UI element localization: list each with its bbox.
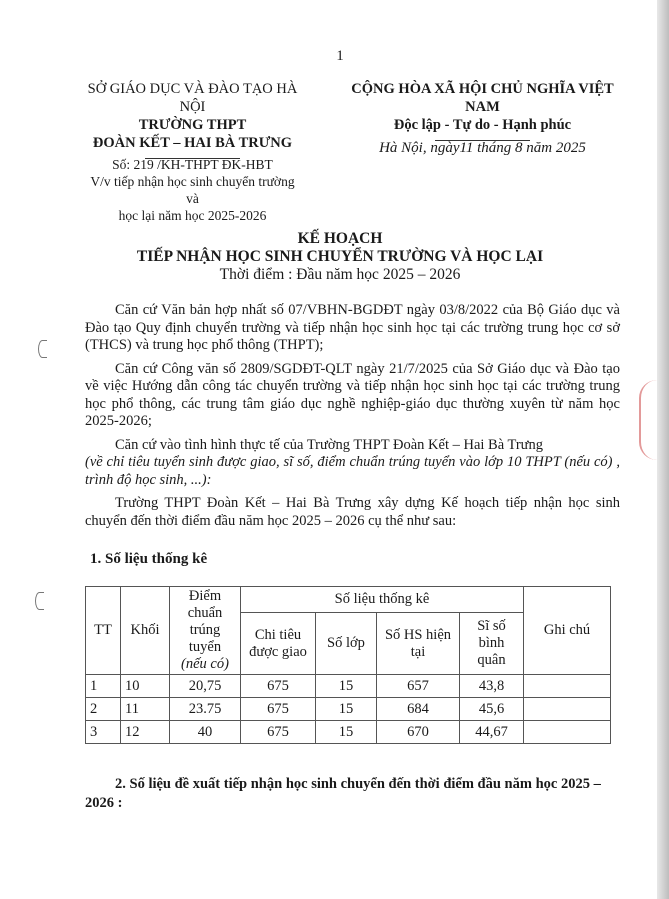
cell-ghi-chu [524,675,611,698]
subject-line: V/v tiếp nhận học sinh chuyển trường và [90,174,295,206]
issuer-header [85,80,300,159]
punch-hole-mark [35,592,44,610]
table-row [86,675,611,698]
cell-so-hs: 670 [377,721,460,744]
header-tt: TT [86,587,121,675]
paragraph: Căn cứ Công văn số 2809/SGDĐT-QLT ngày 21/7/2025 của Sở Giáo dục và Đào tạo về việc Hướng dẫn công tác chuyển trường và tiếp nhận học sinh học tại các trường trung học phổ thông, các trung tâm giáo dục nghề nghiệp-giáo dục thường xuyên từ năm học 2025-2026; [85,360,620,429]
title-subline: Thời điểm : Đầu năm học 2025 – 2026 [219,266,461,283]
title-line: TIẾP NHẬN HỌC SINH CHUYỂN TRƯỜNG VÀ HỌC LẠI [136,248,544,265]
header-khoi: Khối [121,587,170,675]
document-title [60,230,620,284]
cell-si-so: 44,67 [460,721,524,744]
cell-khoi: 12 [121,721,170,744]
punch-hole-mark [38,340,47,358]
cell-diem: 40 [170,721,241,744]
cell-tt: 2 [86,698,121,721]
document-date: Hà Nội, ngày11 tháng 8 năm 2025 [379,140,586,156]
section-2-heading: 2. Số liệu đề xuất tiếp nhận học sinh chuyển đến thời điểm đầu năm học 2025 – 2026 : [85,776,601,811]
cell-diem: 20,75 [170,675,241,698]
cell-khoi: 10 [121,675,170,698]
red-stamp-fragment [639,380,657,460]
cell-chi-tieu: 675 [241,721,316,744]
issuer-school-line2: ĐOÀN KẾT – HAI BÀ TRƯNG [92,135,293,151]
cell-si-so: 43,8 [460,675,524,698]
paragraph: Căn cứ vào tình hình thực tế của Trường THPT Đoàn Kết – Hai Bà Trưng [115,436,544,453]
page-edge-shadow [657,0,669,899]
header-so-lop: Số lớp [316,613,377,675]
cell-ghi-chu [524,721,611,744]
document-meta [85,156,300,224]
country-name: CỘNG HÒA XÃ HỘI CHỦ NGHĨA VIỆT NAM [351,81,614,115]
cell-so-hs: 657 [377,675,460,698]
header-group: Số liệu thống kê [241,587,524,613]
cell-diem: 23.75 [170,698,241,721]
issuer-school-line1: TRƯỜNG THPT [138,117,247,133]
subject-line: học lại năm học 2025-2026 [118,208,267,223]
header-diem [170,587,241,675]
national-header [335,80,630,141]
header-so-hs: Số HS hiện tại [377,613,460,675]
national-motto: Độc lập - Tự do - Hạnh phúc [393,117,572,133]
cell-so-lop: 15 [316,721,377,744]
header-chi-tieu: Chi tiêu được giao [241,613,316,675]
header-diem-text: Điểm chuẩn trúng tuyển [187,588,223,655]
cell-so-hs: 684 [377,698,460,721]
header-si-so: Sĩ số bình quân [460,613,524,675]
paragraph: Căn cứ Văn bản hợp nhất số 07/VBHN-BGDĐT ngày 03/8/2022 của Bộ Giáo dục và Đào tạo Quy định chuyển trường và tiếp nhận học sinh học tại các trường trung học cơ sở (THCS) và trung học phổ thông (THPT); [85,302,620,353]
table-row [86,721,611,744]
cell-tt: 3 [86,721,121,744]
paragraph-italic: (về chỉ tiêu tuyển sinh được giao, sĩ số, điểm chuẩn trúng tuyển vào lớp 10 THPT (nếu có) , trình độ học sinh, ...): [85,454,620,488]
cell-chi-tieu: 675 [241,675,316,698]
header-diem-note: (nếu có) [181,656,229,672]
document-body [85,302,620,536]
statistics-table [85,586,611,744]
cell-so-lop: 15 [316,675,377,698]
document-number: Số: 219 /KH-THPT ĐK-HBT [112,157,273,172]
cell-si-so: 45,6 [460,698,524,721]
paragraph: Trường THPT Đoàn Kết – Hai Bà Trưng xây dựng Kế hoạch tiếp nhận học sinh chuyển đến thời điểm đầu năm học 2025 – 2026 cụ thể như sau: [85,495,620,529]
header-ghi-chu: Ghi chú [524,587,611,675]
cell-khoi: 11 [121,698,170,721]
table-row [86,698,611,721]
page-number: 1 [336,48,344,64]
cell-ghi-chu [524,698,611,721]
title-line: KẾ HOẠCH [297,230,383,247]
issuer-department: SỞ GIÁO DỤC VÀ ĐÀO TẠO HÀ NỘI [87,81,298,115]
cell-chi-tieu: 675 [241,698,316,721]
cell-so-lop: 15 [316,698,377,721]
section-1-heading: 1. Số liệu thống kê [90,551,208,567]
cell-tt: 1 [86,675,121,698]
